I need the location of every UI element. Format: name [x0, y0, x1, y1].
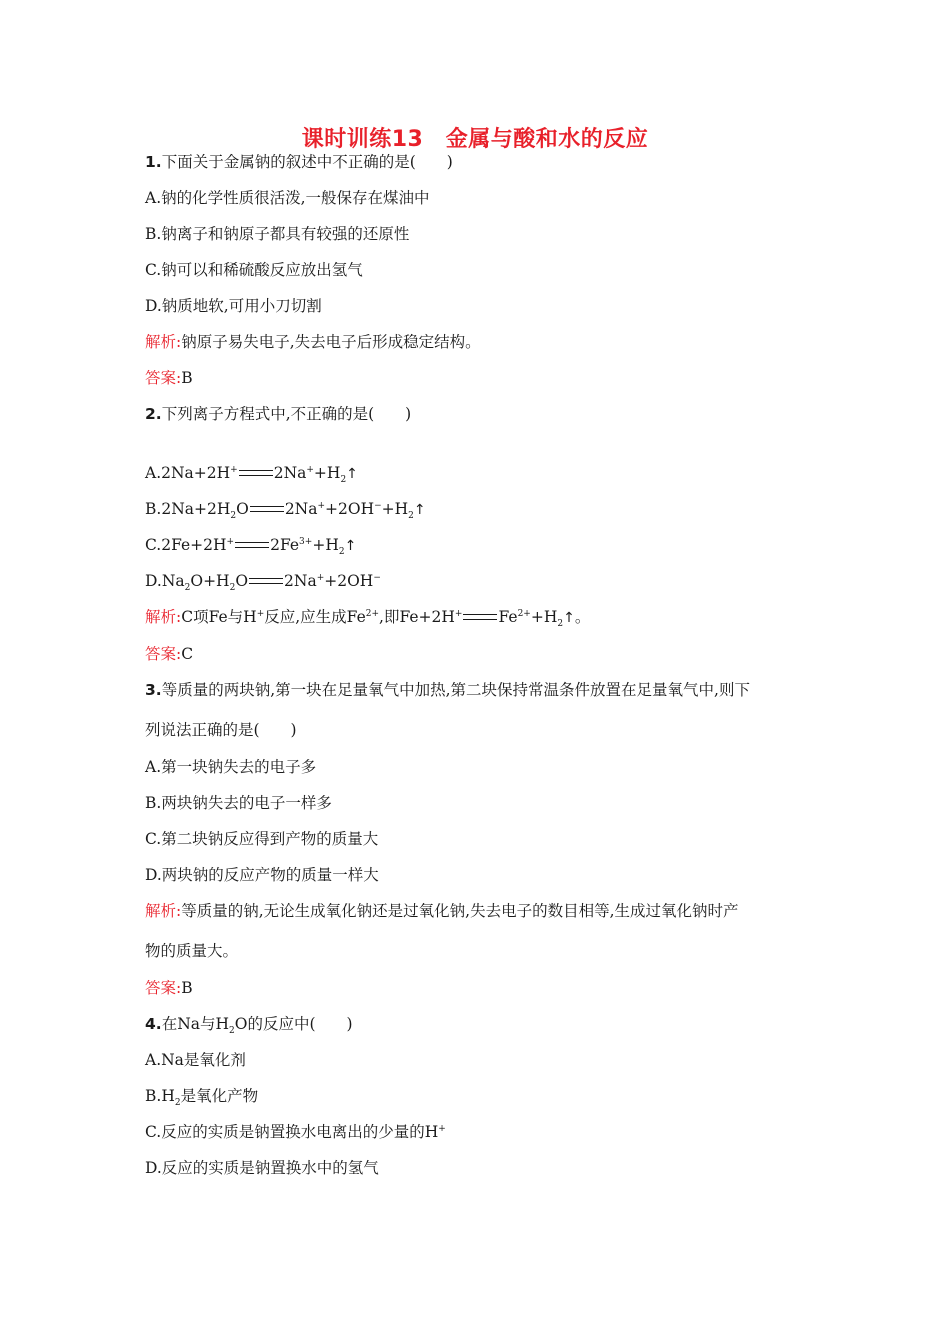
- question-3-answer: [145, 978, 193, 998]
- gas-arrow-icon: ↑: [344, 538, 357, 554]
- analysis-text: 等质量的钠,无论生成氧化钠还是过氧化钠,失去电子的数目相等,生成过氧化钠时产: [181, 902, 739, 920]
- question-text: 下面关于金属钠的叙述中不正确的是( ): [161, 153, 453, 171]
- gas-arrow-icon: ↑: [346, 466, 358, 482]
- analysis-label: 解析:: [145, 902, 182, 920]
- answer-value: C: [181, 645, 194, 663]
- question-2-option-c: C.2Fe+2H+ $2Fe^{3+}+H_2↑$: [145, 536, 357, 558]
- equals-sign: [463, 614, 497, 620]
- question-1-option-b: B.钠离子和钠原子都具有较强的还原性: [145, 225, 410, 243]
- analysis-label: 解析:: [145, 608, 182, 626]
- equals-sign: [249, 578, 283, 584]
- question-3-stem: [145, 680, 750, 700]
- question-3-stem-cont: 列说法正确的是( ): [145, 721, 297, 739]
- question-2-option-d: $D.Na_2O+H_2O$ 2Na++2OH−: [145, 572, 381, 594]
- question-1-option-a: A.钠的化学性质很活泼,一般保存在煤油中: [145, 189, 430, 207]
- analysis-label: 解析:: [145, 333, 182, 351]
- question-1-stem: [145, 152, 453, 172]
- question-3-analysis: [145, 901, 739, 921]
- question-number: 4.: [145, 1015, 162, 1033]
- question-number: 3.: [145, 681, 162, 699]
- gas-arrow-icon: ↑: [563, 610, 575, 626]
- question-3-option-b: B.两块钠失去的电子一样多: [145, 794, 332, 812]
- question-1-answer: [145, 368, 193, 388]
- page-title: 课时训练13 金属与酸和水的反应: [301, 127, 649, 152]
- question-2-option-b: $B.2Na+2H_2O$ $2Na^++2OH^-+H_2↑$: [145, 500, 426, 522]
- question-2-answer: [145, 644, 193, 664]
- equals-sign: [239, 470, 273, 476]
- equals-sign: [250, 506, 284, 512]
- question-1-analysis: [145, 332, 481, 352]
- question-3-option-a: A.第一块钠失去的电子多: [145, 758, 317, 776]
- question-4-option-a: A.Na是氧化剂: [145, 1051, 246, 1069]
- question-1-option-c: C.钠可以和稀硫酸反应放出氢气: [145, 261, 363, 279]
- question-4-option-b: $B.H_2$是氧化产物: [145, 1087, 259, 1109]
- question-text: 下列离子方程式中,不正确的是( ): [161, 405, 412, 423]
- question-4-stem: 4.在Na与$H_2O$的反应中( ): [145, 1015, 353, 1037]
- question-text: 等质量的两块钠,第一块在足量氧气中加热,第二块保持常温条件放置在足量氧气中,则下: [161, 681, 750, 699]
- question-2-stem: [145, 404, 411, 424]
- question-3-analysis-cont: 物的质量大。: [145, 942, 239, 960]
- question-2-option-a: A.2Na+2H+ $2Na^++H_2↑$: [145, 464, 358, 486]
- question-number: 2.: [145, 405, 162, 423]
- question-number: 1.: [145, 153, 162, 171]
- gas-arrow-icon: ↑: [413, 502, 426, 518]
- question-3-option-d: D.两块钠的反应产物的质量一样大: [145, 866, 379, 884]
- question-4-option-d: D.反应的实质是钠置换水中的氢气: [145, 1159, 379, 1177]
- question-3-option-c: C.第二块钠反应得到产物的质量大: [145, 830, 379, 848]
- answer-label: 答案:: [145, 645, 182, 663]
- answer-label: 答案:: [145, 369, 182, 387]
- answer-value: B: [181, 369, 193, 387]
- question-2-analysis: 解析:C项Fe与H+反应,应生成$Fe^{2+}$,即Fe+2H+ $Fe^{2+}+H_2↑$。: [145, 608, 591, 630]
- analysis-text: 钠原子易失电子,失去电子后形成稳定结构。: [181, 333, 481, 351]
- answer-value: B: [181, 979, 193, 997]
- equals-sign: [235, 542, 269, 548]
- question-4-option-c: C.反应的实质是钠置换水电离出的少量的H+: [145, 1123, 446, 1141]
- answer-label: 答案:: [145, 979, 182, 997]
- question-1-option-d: D.钠质地软,可用小刀切割: [145, 297, 322, 315]
